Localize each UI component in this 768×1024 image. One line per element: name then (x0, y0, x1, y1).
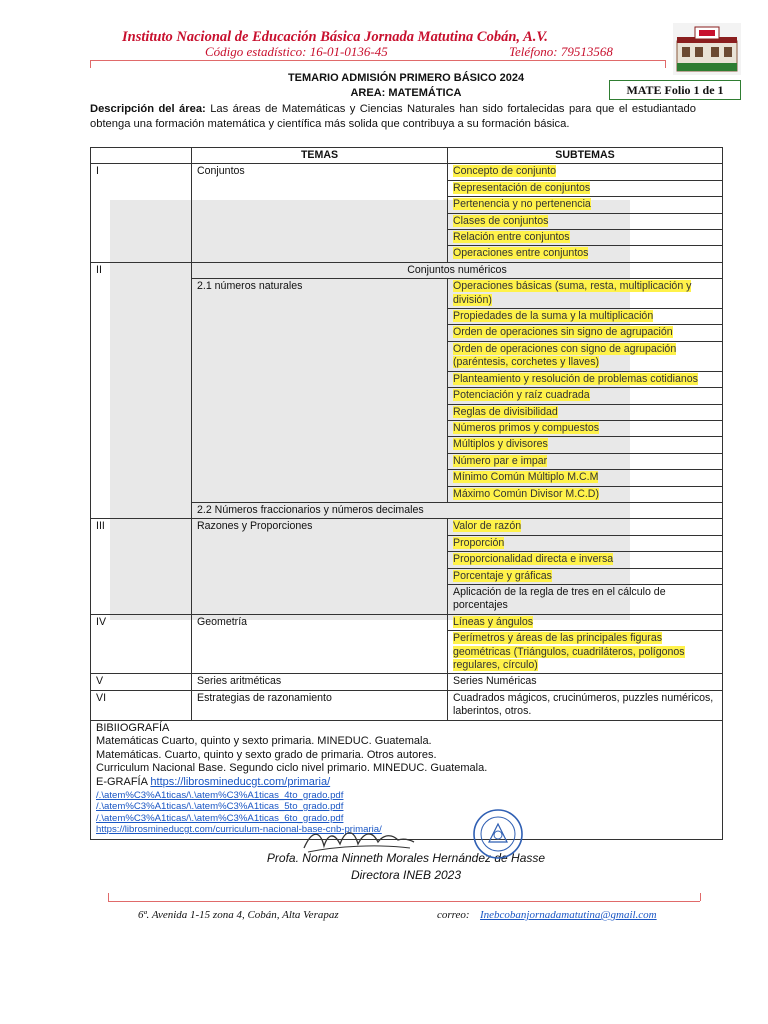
subtopic-cell (448, 164, 723, 180)
subtopic-text: Valor de razón (453, 520, 522, 533)
bibliography-title: BIBIIOGRAFÍA (96, 721, 170, 734)
subtopic-text: Potenciación y raíz cuadrada (453, 389, 590, 402)
subtopic-cell (448, 230, 723, 246)
subtopic-cell (448, 631, 723, 674)
subtopic-cell (448, 420, 723, 436)
topic-cell: Razones y Proporciones (192, 519, 448, 614)
link-4to-grado[interactable]: /.\atem%C3%A1ticas/\.\atem%C3%A1ticas_4to_grado.pdf (96, 789, 344, 801)
subtopic-text: Pertenencia y no pertenencia (453, 198, 591, 211)
subtopic-text: Relación entre conjuntos (453, 231, 570, 244)
topic-cell: Estrategias de razonamiento (192, 690, 448, 720)
subtopic-text: Número par e impar (453, 454, 548, 467)
subtopic-text: Planteamiento y resolución de problemas cotidianos (453, 372, 698, 385)
subtopic-cell (448, 246, 723, 262)
topic-cell: 2.2 Números fraccionarios y números decimales (192, 502, 723, 518)
subtopic-cell (448, 614, 723, 630)
section-number: III (91, 519, 192, 614)
header-temas: TEMAS (192, 148, 448, 164)
description-text: Las áreas de Matemáticas y Ciencias Naturales han sido fortalecidas para que el estudiantado obtenga una formación matemática y científica más solida que contribuya a su formación básica. (90, 103, 697, 130)
subtopic-text: Porcentaje y gráficas (453, 569, 552, 582)
subtopic-text: Números primos y compuestos (453, 421, 600, 434)
document-title: TEMARIO ADMISIÓN PRIMERO BÁSICO 2024 (287, 72, 525, 84)
subtopic-cell: Series Numéricas (448, 674, 723, 690)
table-header-row (91, 148, 723, 164)
header-number (91, 148, 192, 164)
subtopic-text: Múltiplos y divisores (453, 438, 548, 451)
topic-cell: Geometría (192, 614, 448, 674)
subtopic-text: Proporción (453, 536, 505, 549)
subtopic-cell (448, 568, 723, 584)
table-row (91, 690, 723, 720)
subtopic-text: Concepto de conjunto (453, 165, 557, 178)
subtopic-cell (448, 519, 723, 535)
footer-address: 6ª. Avenida 1-15 zona 4, Cobán, Alta Verapaz (138, 909, 339, 921)
section-number: I (91, 164, 192, 262)
header-divider (90, 60, 666, 61)
subtopic-cell (448, 279, 723, 309)
subtopic-cell (448, 197, 723, 213)
table-row (91, 262, 723, 278)
handwritten-signature (298, 820, 418, 860)
subtopic-text: Máximo Común Divisor M.C.D) (453, 487, 599, 500)
area-title: AREA: MATEMÁTICA (350, 87, 462, 99)
school-seal (472, 808, 524, 860)
subtopic-text: Propiedades de la suma y la multiplicación (453, 310, 654, 323)
bibliography-item: Matemáticas Cuarto, quinto y sexto primaria. MINEDUC. Guatemala. (96, 735, 432, 748)
subtopic-text: Perímetros y áreas de las principales figuras geométricas (Triángulos, cuadriláteros, polígonos regulares, círculo) (453, 632, 685, 671)
table-row (91, 674, 723, 690)
topic-cell: Conjuntos (192, 164, 448, 262)
statistical-code: Código estadístico: 16-01-0136-45 (205, 44, 388, 59)
subtopic-cell (448, 371, 723, 387)
topic-cell: Series aritméticas (192, 674, 448, 690)
table-row (91, 164, 723, 180)
subtopic-cell (448, 309, 723, 325)
subtopic-cell (448, 388, 723, 404)
subtopic-cell (448, 470, 723, 486)
section-header: Conjuntos numéricos (192, 262, 723, 278)
table-row (91, 519, 723, 535)
subtopic-cell (448, 437, 723, 453)
institution-name: Instituto Nacional de Educación Básica Jornada Matutina Cobán, A.V. (122, 29, 548, 45)
subtopic-text: Clases de conjuntos (453, 214, 549, 227)
footer-divider (108, 901, 700, 902)
subtopic-text: Operaciones entre conjuntos (453, 247, 589, 260)
subtopic-cell (448, 180, 723, 196)
section-number: IV (91, 614, 192, 674)
section-number: II (91, 262, 192, 519)
section-number: V (91, 674, 192, 690)
footer-email-label: correo: (437, 909, 470, 921)
footer-email-link[interactable]: Inebcobanjornadamatutina@gmail.com (480, 909, 657, 921)
section-number: VI (91, 690, 192, 720)
subtopic-text: Mínimo Común Múltiplo M.C.M (453, 471, 599, 484)
subtopic-cell (448, 535, 723, 551)
subtopic-cell: Cuadrados mágicos, crucinúmeros, puzzles numéricos, laberintos, otros. (448, 690, 723, 720)
egrafia-line (96, 776, 717, 790)
header-subtemas: SUBTEMAS (448, 148, 723, 164)
subtopic-text: Operaciones básicas (suma, resta, multiplicación y división) (453, 280, 692, 306)
folio-box: MATE Folio 1 de 1 (609, 80, 741, 100)
link-6to-grado[interactable]: /.\atem%C3%A1ticas/\.\atem%C3%A1ticas_6to_grado.pdf (96, 812, 344, 824)
link-cnb-primaria[interactable]: https://librosmineducgt.com/curriculum-nacional-base-cnb-primaria/ (96, 824, 382, 836)
subtopic-text: Orden de operaciones con signo de agrupación (paréntesis, corchetes y llaves) (453, 342, 677, 369)
signatory-name: Profa. Norma Ninneth Morales Hernández de Hasse (266, 851, 546, 865)
subtopic-cell (448, 486, 723, 502)
subtopic-text: Orden de operaciones sin signo de agrupación (453, 326, 673, 339)
header-divider-tick (665, 60, 666, 68)
phone-number: Teléfono: 79513568 (509, 44, 613, 59)
area-description (90, 102, 696, 132)
header-divider-tick (90, 60, 91, 68)
egrafia-label: E-GRAFÍA (96, 776, 148, 788)
topics-table (90, 147, 723, 840)
subtopic-text: Proporcionalidad directa e inversa (453, 553, 614, 566)
subtopic-text: Líneas y ángulos (453, 615, 534, 628)
subtopic-cell (448, 325, 723, 341)
footer-divider-tick (108, 893, 109, 901)
link-primaria[interactable]: https://librosmineducgt.com/primaria/ (150, 776, 331, 788)
subtopic-cell (448, 404, 723, 420)
table-row (91, 614, 723, 630)
link-5to-grado[interactable]: /.\atem%C3%A1ticas/\.\atem%C3%A1ticas_5to_grado.pdf (96, 801, 344, 813)
signatory-role: Directora INEB 2023 (350, 868, 462, 882)
topic-cell: 2.1 números naturales (192, 279, 448, 503)
subtopic-text: Representación de conjuntos (453, 181, 591, 194)
subtopic-cell (448, 453, 723, 469)
subtopic-cell (448, 213, 723, 229)
bibliography-item: Matemáticas. Cuarto, quinto y sexto grado de primaria. Otros autores. (96, 748, 437, 761)
school-building-logo (673, 23, 741, 75)
subtopic-cell (448, 341, 723, 371)
footer-divider-tick (700, 893, 701, 901)
bibliography-item: Curriculum Nacional Base. Segundo ciclo nivel primario. MINEDUC. Guatemala. (96, 762, 488, 775)
subtopic-cell: Aplicación de la regla de tres en el cálculo de porcentajes (448, 584, 723, 614)
description-label: Descripción del área: (90, 103, 206, 115)
subtopic-text: Reglas de divisibilidad (453, 405, 558, 418)
subtopic-cell (448, 552, 723, 568)
